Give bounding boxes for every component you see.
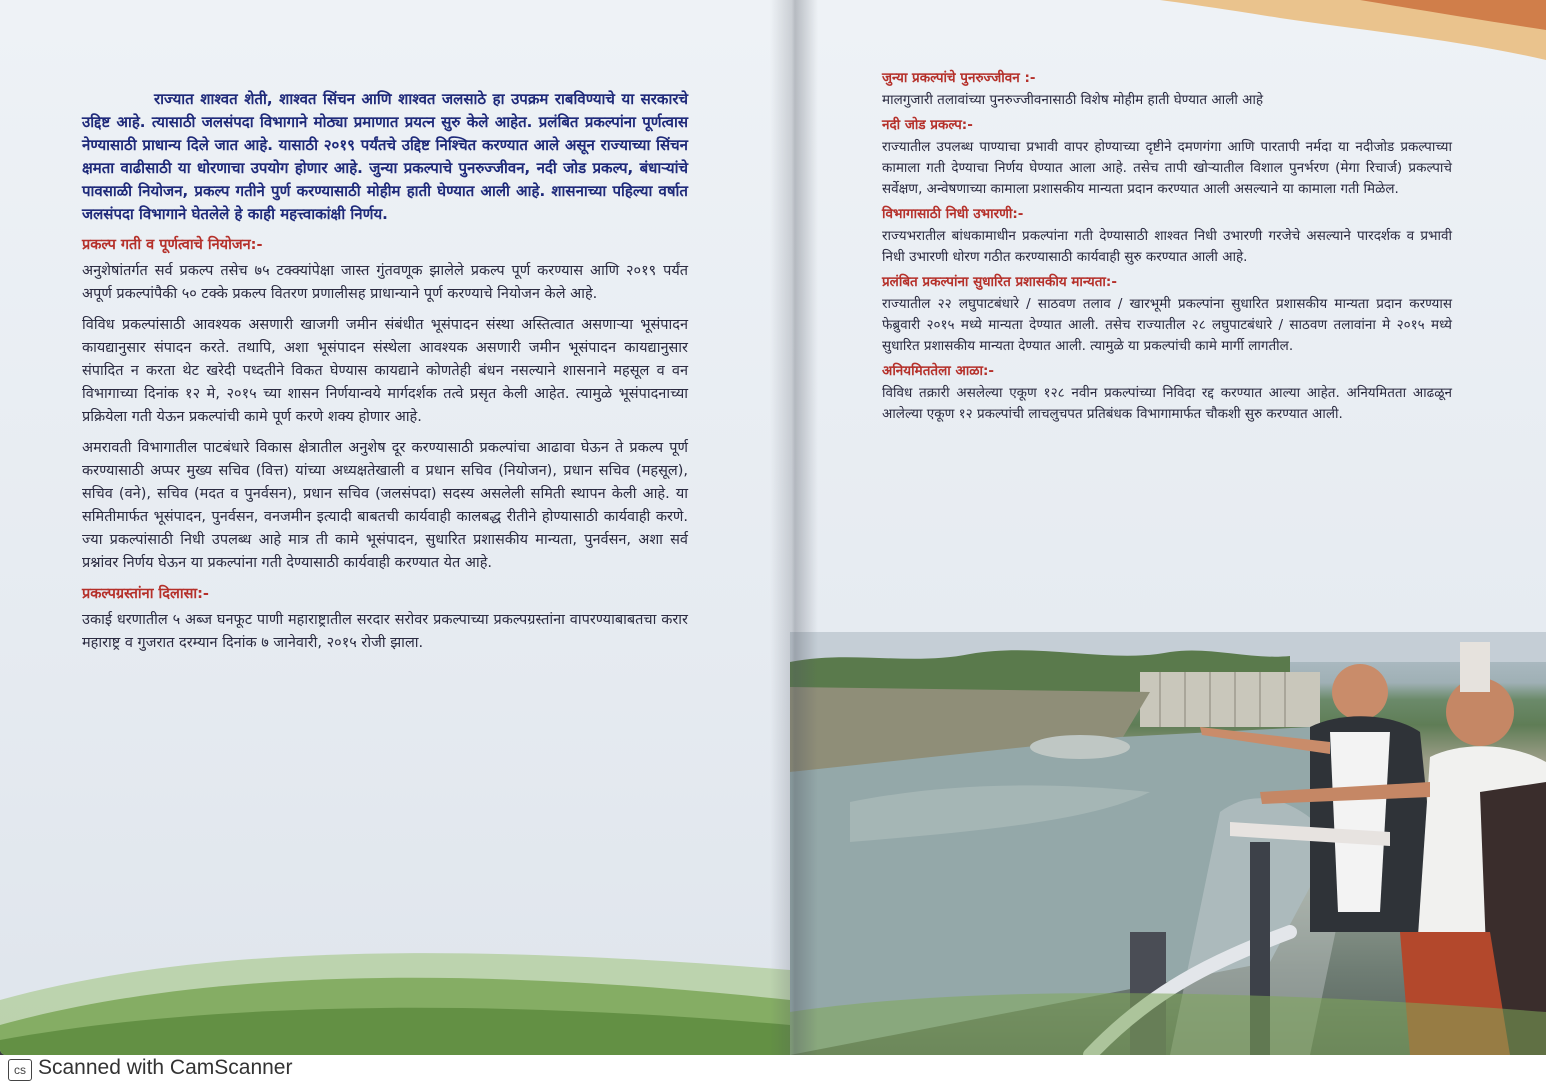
paragraph-river-link: राज्यातील उपलब्ध पाण्याचा प्रभावी वापर होण्याच्या दृष्टीने दमणगंगा आणि पारतापी नर्मदा या नदीजोड प्रकल्पाच्या कामाला गती देण्याचा निर्णय घेण्यात आला आहे. तसेच तापी खोऱ्यातील विशाल पुनर्भरण (मेगा रिचार्ज) प्रकल्पाचे सर्वेक्षण, अन्वेषणाच्या कामाला प्रशासकीय मान्यता प्रदान करण्यात आली असल्याने या कामाला गती मिळेल. bbox=[882, 139, 1452, 197]
paragraph-irregularity: विविध तक्रारी असलेल्या एकूण १२८ नवीन प्रकल्पांच्या निविदा रद्द करण्यात आल्या आहेत. अनियमितता आढळून आलेल्या एकूण १२ प्रकल्पांची लाचलुचपत प्रतिबंधक विभागामार्फत चौकशी सुरु करण्यात आली. bbox=[882, 385, 1452, 422]
paragraph-relief: उकाई धरणातील ५ अब्ज घनफूट पाणी महाराष्ट्रातील सरदार सरोवर प्रकल्पाच्या प्रकल्पग्रस्तांना वापरण्याबाबतचा करार महाराष्ट्र व गुजरात दरम्यान दिनांक ७ जानेवारी, २०१५ रोजी झाला. bbox=[82, 612, 688, 651]
section-heading-river-link: नदी जोड प्रकल्प:- bbox=[882, 117, 973, 133]
green-wave-decoration bbox=[0, 930, 790, 1055]
photo-illustration bbox=[790, 632, 1546, 1055]
left-page bbox=[0, 0, 790, 1055]
section-heading-approval: प्रलंबित प्रकल्पांना सुधारित प्रशासकीय मान्यता:- bbox=[882, 274, 1117, 290]
right-page bbox=[790, 0, 1546, 1055]
paragraph-planning-3: अमरावती विभागातील पाटबंधारे विकास क्षेत्रातील अनुशेष दूर करण्यासाठी प्रकल्पांचा आढावा घेऊन ते प्रकल्प पूर्ण करण्यासाठी अप्पर मुख्य सचिव (वित्त) यांच्या अध्यक्षतेखाली व प्रधान सचिव (नियोजन), प्रधान सचिव (महसूल), सचिव (वने), सचिव (मदत व पुनर्वसन), प्रधान सचिव (जलसंपदा) सदस्य असलेली समिती स्थापन केली आहे. या समितीमार्फत भूसंपादन, पुनर्वसन, वनजमीन इत्यादी बाबतची कार्यवाही कालबद्ध रीतीने होण्यासाठी कार्यवाही करणे. ज्या प्रकल्पांसाठी निधी उपलब्ध आहे मात्र ती कामे भूसंपादन, सुधारित प्रशासकीय मान्यता, पुनर्वसन, अशा सर्व प्रश्नांवर निर्णय घेऊन या प्रकल्पांना गती देण्यासाठी कार्यवाही करण्यात येत आहे. bbox=[82, 440, 688, 571]
left-text-column bbox=[82, 88, 688, 663]
paragraph-planning-2: विविध प्रकल्पांसाठी आवश्यक असणारी खाजगी जमीन संबंधीत भूसंपादन संस्था अस्तित्वात असणाऱ्या भूसंपादन कायद्यानुसार संपादन करते. तथापि, अशा भूसंपादन संस्थेला आवश्यक असणारी जमीन भूसंपादन कायद्यानुसार संपादित न करता थेट खरेदी पध्दतीने विकत घेण्यास कायद्याने कोणतेही बंधन नसल्याने शासनाने महसूल व वन विभागाच्या दिनांक १२ मे, २०१५ च्या शासन निर्णयान्वये मार्गदर्शक तत्वे प्रसृत केली आहेत. त्यामुळे भूसंपादनाच्या प्रक्रियेला गती येऊन प्रकल्पांची कामे पूर्ण करणे शक्य होणार आहे. bbox=[82, 317, 688, 425]
section-heading-planning: प्रकल्प गती व पूर्णत्वाचे नियोजन:- bbox=[82, 237, 263, 253]
section-heading-relief: प्रकल्पग्रस्तांना दिलासा:- bbox=[82, 586, 209, 602]
section-heading-funding: विभागासाठी निधी उभारणी:- bbox=[882, 206, 1024, 222]
section-heading-irregularity: अनियमिततेला आळा:- bbox=[882, 363, 994, 379]
camscanner-watermark-text: Scanned with CamScanner bbox=[38, 1056, 293, 1079]
paragraph-planning-1: अनुशेषांतर्गत सर्व प्रकल्प तसेच ७५ टक्क्यांपेक्षा जास्त गुंतवणूक झालेले प्रकल्प पूर्ण करण्यास आणि २०१९ पर्यंत अपूर्ण प्रकल्पांपैकी ५० टक्के प्रकल्प वितरण प्रणालीसह प्राधान्याने पूर्ण करण्याचे नियोजन केले आहे. bbox=[82, 263, 688, 302]
dam-inspection-photo bbox=[790, 632, 1546, 1055]
right-text-column bbox=[882, 66, 1452, 429]
paragraph-approval: राज्यातील २२ लघुपाटबंधारे / साठवण तलाव / खारभूमी प्रकल्पांना सुधारित प्रशासकीय मान्यता प्रदान करण्यास फेब्रुवारी २०१५ मध्ये मान्यता देण्यात आली. तसेच राज्यातील २८ लघुपाटबंधारे / साठवण तलावांना मे २०१५ मध्ये सुधारित प्रशासकीय मान्यता देण्यात आली. त्यामुळे या प्रकल्पांची कामे मार्गी लागतील. bbox=[882, 296, 1452, 354]
intro-paragraph: राज्यात शाश्वत शेती, शाश्वत सिंचन आणि शाश्वत जलसाठे हा उपक्रम राबविण्याचे या सरकारचे उद्दिष्ट आहे. त्यासाठी जलसंपदा विभागाने मोठ्या प्रमाणात प्रयत्न सुरु केले आहेत. प्रलंबित प्रकल्पांना पूर्णत्वास नेण्यासाठी प्राधान्य दिले जात आहे. यासाठी २०१९ पर्यंतचे उद्दिष्ट निश्चित करण्यात आले असून राज्याच्या सिंचन क्षमता वाढीसाठी या धोरणाचा उपयोग होणार आहे. जुन्या प्रकल्पाचे पुनरुज्जीवन, नदी जोड प्रकल्प, बंधाऱ्यांचे पावसाळी नियोजन, प्रकल्प गतीने पुर्ण करण्यासाठी मोहीम हाती घेण्यात आली आहे. शासनाच्या पहिल्या वर्षात जलसंपदा विभागाने घेतलेले हे काही महत्त्वाकांक्षी निर्णय. bbox=[82, 90, 688, 223]
section-heading-revival: जुन्या प्रकल्पांचे पुनरुज्जीवन :- bbox=[882, 70, 1036, 86]
camscanner-logo: cs bbox=[8, 1059, 32, 1081]
paragraph-funding: राज्यभरातील बांधकामाधीन प्रकल्पांना गती देण्यासाठी शाश्वत निधी उभारणी गरजेचे असल्याने पारदर्शक व प्रभावी निधी उभारणी धोरण गठीत करण्यासाठी कार्यवाही सुरु करण्यात आली आहे. bbox=[882, 228, 1452, 265]
orange-ribbon-decoration bbox=[1160, 0, 1546, 70]
paragraph-revival: मालगुजारी तलावांच्या पुनरुज्जीवनासाठी विशेष मोहीम हाती घेण्यात आली आहे bbox=[882, 92, 1264, 108]
